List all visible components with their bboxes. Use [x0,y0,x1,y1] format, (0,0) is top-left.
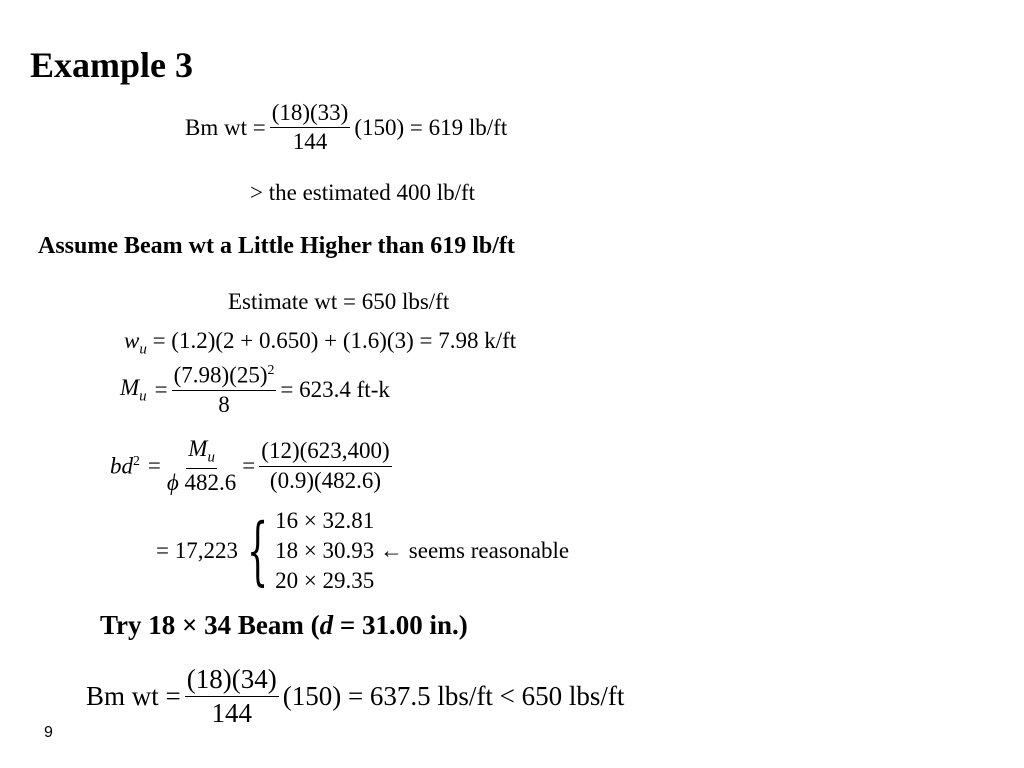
eq-final-lhs: Bm wt = [86,681,181,712]
bd2-fraction-2 [259,438,391,494]
option-item: 16 × 32.81 [275,508,375,533]
mu-numerator: $(7.98)(25)^2$ [172,362,277,391]
page-number: 9 [44,724,53,741]
options-lhs: = 17,223 [156,538,238,563]
mu-symbol: M [120,374,140,400]
try-line: Try 18 × 34 Beam (d = 31.00 in.) [100,610,468,640]
bd2-equals-2: = [242,453,256,479]
eq1-numerator: (18)(33) [270,100,351,128]
bd2-fraction-1 [165,436,238,496]
eq-final-denominator: 144 [211,698,252,729]
eq-final-fraction [185,664,279,729]
option-item: 18 × 30.93 ← seems reasonable [275,538,570,563]
left-brace-icon: { [246,508,269,594]
bd2-denominator-1: ϕ 482.6 [166,469,237,495]
wu-equation [124,328,516,359]
wu-rhs: = (1.2)(2 + 0.650) + (1.6)(3) = 7.98 k/ft [152,328,517,353]
mu-denominator: 8 [218,392,230,418]
bd2-equals-1: = [147,453,161,479]
eq1-note: > the estimated 400 lb/ft [250,180,476,205]
wu-symbol: w [124,328,140,353]
final-beam-weight-equation [86,664,624,729]
eq1-fraction [270,100,351,156]
bd2-numerator-2: (12)(623,400) [259,438,391,466]
bd2-numerator-1: $M_u$ [186,436,217,469]
assume-line: Assume Beam wt a Little Higher than 619 lb/ft [38,233,515,259]
bd2-lhs-exponent: 2 [133,452,140,468]
eq1-lhs: Bm wt = [185,114,266,140]
eq1-rhs: (150) = 619 lb/ft [354,114,508,140]
mu-rhs: = 623.4 ft-k [280,377,390,403]
eq-final-rhs: (150) = 637.5 lbs/ft < 650 lbs/ft [282,681,625,712]
bd2-lhs: bd [110,453,133,479]
slide-title: Example 3 [30,45,194,85]
eq-final-numerator: (18)(34) [185,664,279,697]
wu-subscript: u [139,341,147,358]
estimate-line: Estimate wt = 650 lbs/ft [228,289,450,314]
mu-equation [120,362,390,419]
bd2-equation [110,436,396,496]
section-options [156,506,569,596]
mu-fraction [172,362,277,419]
mu-equals: = [154,377,168,403]
option-item: 20 × 29.35 [275,568,375,593]
mu-subscript: u [139,388,147,405]
eq1-denominator: 144 [292,129,328,155]
bd2-denominator-2: (0.9)(482.6) [269,467,382,493]
beam-weight-equation [185,100,507,156]
options-list [275,506,569,596]
